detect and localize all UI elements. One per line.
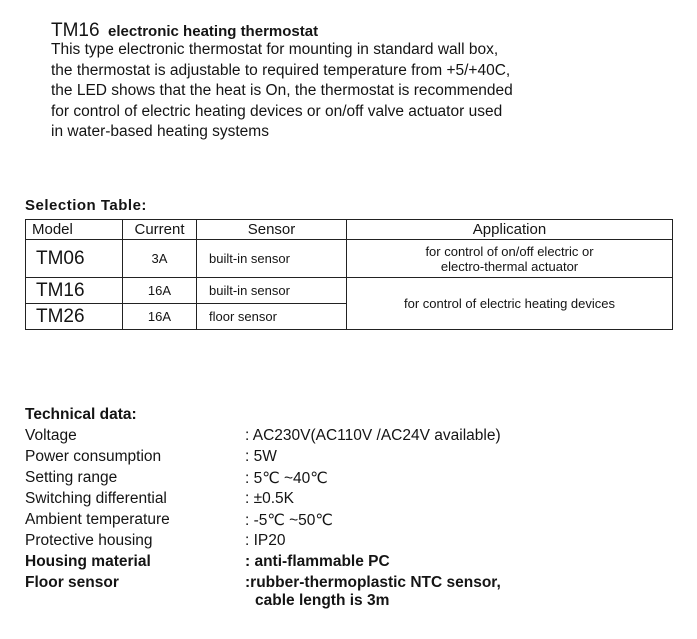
spec-label: Setting range	[25, 469, 118, 486]
spec-value	[245, 574, 501, 610]
header-model: Model	[26, 220, 123, 240]
spec-label: Power consumption	[25, 448, 162, 465]
spec-label: Ambient temperature	[25, 511, 170, 528]
cell-current: 16A	[123, 304, 197, 330]
description-line: the LED shows that the heat is On, the thermostat is recommended	[51, 82, 513, 99]
spec-label: Switching differential	[25, 490, 167, 507]
header-sensor: Sensor	[197, 220, 347, 240]
spec-value: : ±0.5K	[245, 490, 295, 507]
description-line: in water-based heating systems	[51, 123, 269, 140]
table-header-row	[26, 220, 673, 240]
application-line: electro-thermal actuator	[440, 258, 579, 274]
cell-application: for control of electric heating devices	[347, 278, 673, 330]
cell-sensor: built-in sensor	[197, 240, 347, 278]
spec-label: Floor sensor	[25, 574, 119, 591]
spec-row	[25, 511, 685, 532]
description-line: This type electronic thermostat for mounting in standard wall box,	[51, 41, 499, 58]
spec-label: Housing material	[25, 553, 151, 570]
description-line: the thermostat is adjustable to required temperature from +5/+40C,	[51, 61, 511, 79]
spec-label: Protective housing	[25, 532, 153, 549]
spec-row	[25, 553, 685, 574]
cell-current: 16A	[123, 278, 197, 304]
spec-row	[25, 532, 685, 553]
table-row	[26, 278, 673, 304]
description-line: for control of electric heating devices or on/off valve actuator used	[51, 102, 503, 120]
spec-value-line: :rubber-thermoplastic NTC sensor,	[245, 574, 501, 591]
spec-value: : anti-flammable PC	[245, 553, 390, 570]
selection-table-title: Selection Table:	[25, 197, 147, 214]
cell-model: TM26	[26, 304, 123, 330]
selection-table	[25, 219, 673, 330]
spec-row	[25, 490, 685, 511]
cell-model: TM16	[26, 278, 123, 304]
application-line: for control of on/off electric or	[425, 243, 594, 259]
cell-model: TM06	[26, 240, 123, 278]
spec-value: : 5℃ ~40℃	[245, 470, 328, 487]
product-description	[51, 40, 691, 143]
header-current: Current	[123, 220, 197, 240]
spec-row	[25, 427, 685, 448]
product-heading	[51, 20, 318, 42]
product-subtitle: electronic heating thermostat	[108, 23, 319, 40]
technical-data	[25, 406, 685, 616]
cell-sensor: floor sensor	[197, 304, 347, 330]
spec-value: : IP20	[245, 532, 286, 549]
spec-value: : 5W	[245, 448, 277, 465]
header-application: Application	[347, 220, 673, 240]
spec-value-line: cable length is 3m	[255, 592, 390, 609]
product-model: TM16	[51, 20, 100, 41]
cell-application	[347, 240, 673, 278]
technical-data-title: Technical data:	[25, 406, 137, 423]
spec-row	[25, 448, 685, 469]
table-row	[26, 240, 673, 278]
spec-value: : -5℃ ~50℃	[245, 512, 333, 529]
spec-value: : AC230V(AC110V /AC24V available)	[245, 427, 501, 444]
spec-row	[25, 574, 685, 616]
spec-label: Voltage	[25, 427, 77, 444]
cell-current: 3A	[123, 240, 197, 278]
cell-sensor: built-in sensor	[197, 278, 347, 304]
spec-row	[25, 469, 685, 490]
